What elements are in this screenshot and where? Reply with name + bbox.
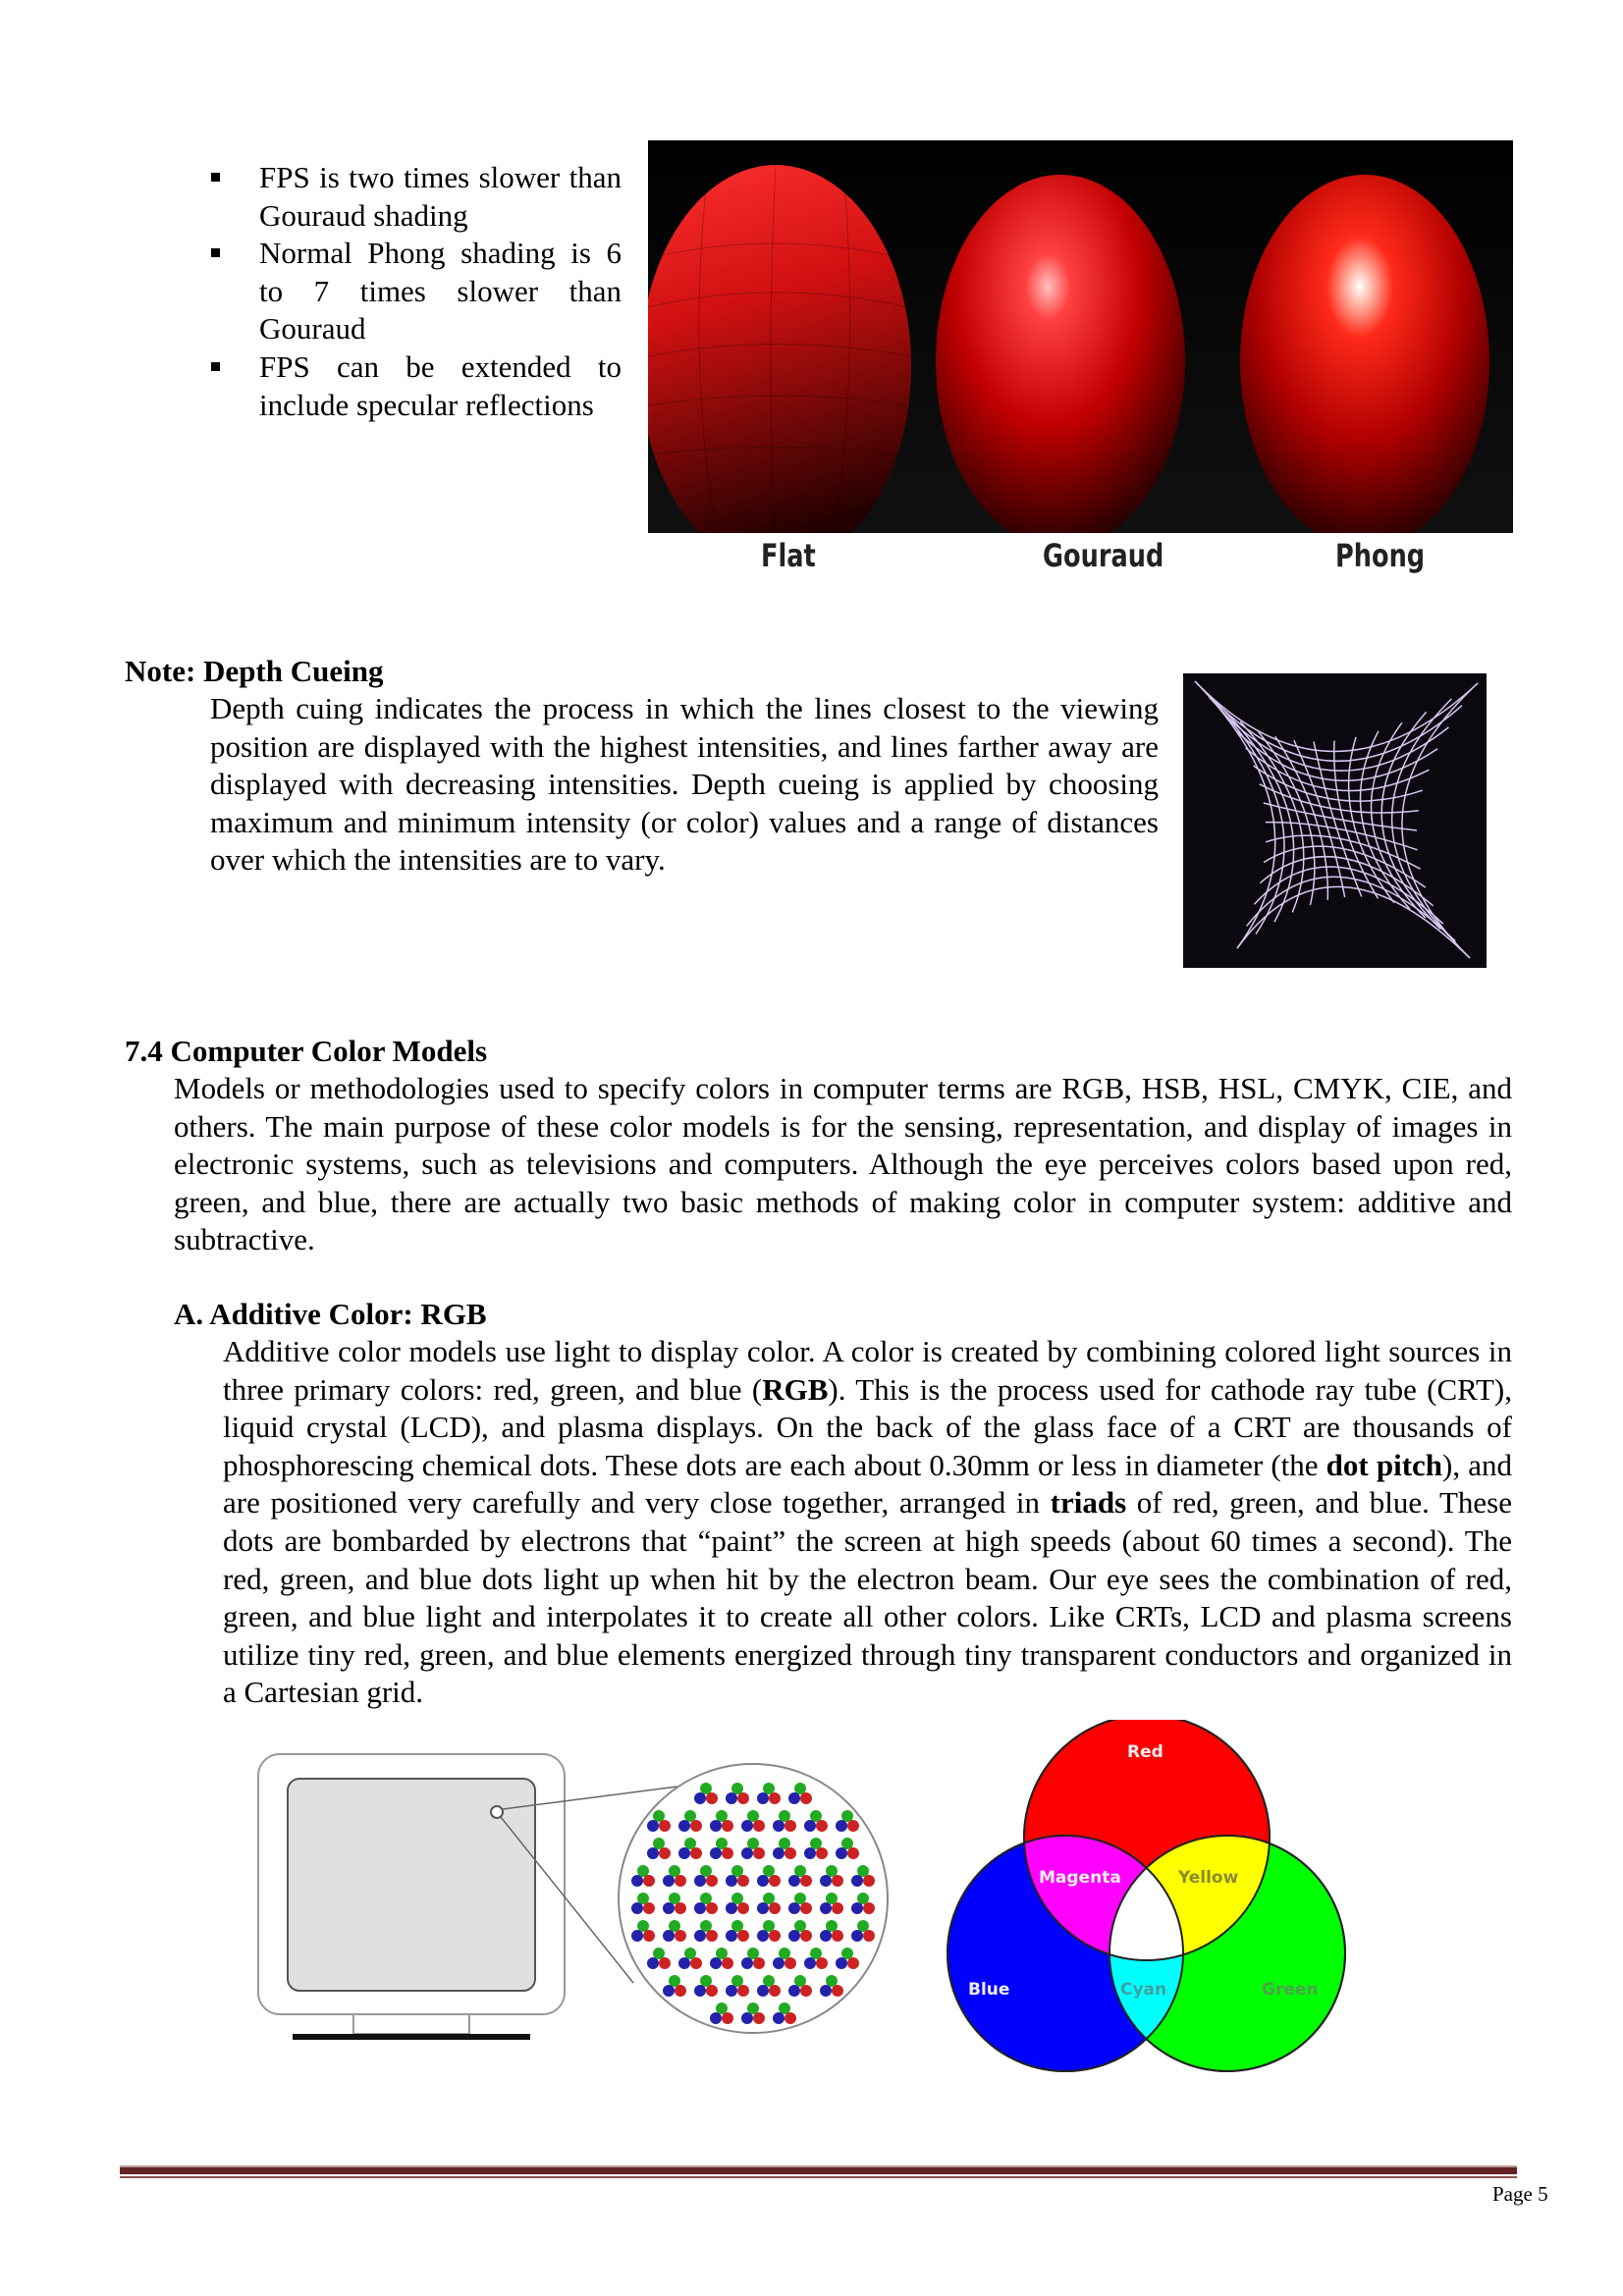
- phosphor-dot: [788, 1902, 800, 1914]
- phosphor-dot: [773, 1957, 784, 1969]
- phosphor-dot: [763, 1920, 775, 1932]
- phosphor-dot: [841, 1810, 853, 1822]
- phosphor-dot: [710, 1957, 722, 1969]
- phosphor-dot: [653, 1838, 665, 1849]
- phosphor-dot: [637, 1920, 649, 1932]
- phosphor-dot: [684, 1948, 696, 1959]
- phosphor-dot: [779, 1838, 790, 1849]
- phosphor-dot: [659, 1847, 671, 1859]
- phosphor-dot: [804, 1820, 816, 1832]
- phosphor-dot: [832, 1930, 843, 1942]
- phosphor-dot: [753, 1957, 765, 1969]
- text: ). This is the process used for cathode ray tube (CRT), liquid crystal (LCD), and plasma displays. On the back of the glass face of a CRT are thousands of phosphorescing chemical dots. These dots are each about 0.30mm or less in diameter (the: [223, 1371, 1512, 1482]
- phosphor-dot: [722, 1957, 733, 1969]
- phosphor-dot: [794, 1893, 806, 1904]
- crt-dot-triads-figure: [255, 1747, 903, 2052]
- text: of red, green, and blue. These dots are bombarded by electrons that “paint” the screen at high speeds (about 60 times a second). The red, green, and blue dots light up when hit by the electron beam. Our eye sees the combination of red, green, and blue light and interpolates it to create all other colors. Like CRTs, LCD and plasma screens utilize tiny red, green, and blue elements energized through tiny transparent conductors and organized in a Cartesian grid.: [223, 1485, 1512, 1710]
- shading-comparison-image: [648, 140, 1513, 582]
- phosphor-dot: [675, 1875, 686, 1887]
- text: Additive color models use light to display color. A color is created by combining colored light sources in three primary colors: red, green, and blue (: [223, 1334, 1512, 1407]
- phosphor-dot: [784, 1847, 796, 1859]
- phosphor-dot: [700, 1893, 712, 1904]
- phosphor-dot: [810, 1838, 822, 1849]
- phosphor-dot: [794, 1975, 806, 1987]
- phosphor-dot: [769, 1902, 781, 1914]
- gouraud-egg: [936, 175, 1185, 533]
- phosphor-dot: [836, 1847, 847, 1859]
- phosphor-dot: [779, 2002, 790, 2014]
- phosphor-dot: [753, 1847, 765, 1859]
- phosphor-dot: [769, 1792, 781, 1804]
- phosphor-dot: [663, 1985, 675, 1997]
- phosphor-dot: [700, 1920, 712, 1932]
- phosphor-dot: [706, 1985, 718, 1997]
- venn-label-red: Red: [1127, 1742, 1163, 1762]
- phosphor-dot: [794, 1920, 806, 1932]
- phosphor-dot: [847, 1957, 859, 1969]
- phosphor-dot: [851, 1875, 863, 1887]
- phosphor-dot: [784, 2012, 796, 2024]
- phosphor-dot: [836, 1957, 847, 1969]
- phosphor-dot: [820, 1902, 832, 1914]
- phosphor-dot: [637, 1865, 649, 1877]
- phosphor-dot: [678, 1820, 690, 1832]
- phosphor-dot: [769, 1875, 781, 1887]
- phosphor-dot: [784, 1820, 796, 1832]
- phosphor-dot: [810, 1810, 822, 1822]
- phosphor-dot: [706, 1875, 718, 1887]
- phosphor-dot: [788, 1792, 800, 1804]
- phosphor-dot: [832, 1902, 843, 1914]
- phosphor-dot: [769, 1930, 781, 1942]
- footer-rule: [120, 2165, 1517, 2178]
- phosphor-dot: [788, 1875, 800, 1887]
- phosphor-dot: [810, 1948, 822, 1959]
- phosphor-dot: [731, 1893, 743, 1904]
- phosphor-dot: [794, 1783, 806, 1794]
- phosphor-dot: [675, 1985, 686, 1997]
- venn-label-cyan: Cyan: [1120, 1980, 1167, 2000]
- phosphor-dot: [773, 2012, 784, 2024]
- phosphor-dot: [631, 1875, 643, 1887]
- phosphor-dot: [726, 1902, 737, 1914]
- phosphor-dot: [706, 1930, 718, 1942]
- phosphor-dot: [857, 1893, 869, 1904]
- phosphor-dot: [851, 1902, 863, 1914]
- phosphor-dot: [757, 1875, 769, 1887]
- phosphor-dot: [847, 1847, 859, 1859]
- phosphor-dot: [820, 1930, 832, 1942]
- phosphor-dot: [841, 1838, 853, 1849]
- phosphor-dot: [694, 1902, 706, 1914]
- phosphor-dot: [826, 1975, 838, 1987]
- phosphor-dot: [820, 1985, 832, 1997]
- bold-term: RGB: [762, 1371, 829, 1407]
- phosphor-dot: [722, 1847, 733, 1859]
- phosphor-dot: [773, 1820, 784, 1832]
- phosphor-dot: [694, 1875, 706, 1887]
- phosphor-dot: [741, 1957, 753, 1969]
- phosphor-dot: [726, 1930, 737, 1942]
- phosphor-dot: [804, 1957, 816, 1969]
- phosphor-dot: [663, 1875, 675, 1887]
- phosphor-dot: [690, 1847, 702, 1859]
- shading-label-gouraud: Gouraud: [1043, 537, 1164, 574]
- phosphor-dot: [647, 1820, 659, 1832]
- depth-cueing-image: [1183, 673, 1487, 968]
- phosphor-dot: [816, 1847, 828, 1859]
- page-number: Page 5: [1492, 2182, 1548, 2206]
- additive-paragraph: [223, 1333, 1512, 1712]
- phosphor-dot: [694, 1930, 706, 1942]
- section-heading-depth-cueing: Note: Depth Cueing: [125, 654, 384, 688]
- phosphor-dot: [763, 1783, 775, 1794]
- phosphor-dot: [851, 1930, 863, 1942]
- phosphor-dot: [863, 1930, 875, 1942]
- phosphor-dot: [784, 1957, 796, 1969]
- phosphor-dot: [832, 1875, 843, 1887]
- phosphor-dot: [794, 1865, 806, 1877]
- phosphor-dot: [800, 1930, 812, 1942]
- phosphor-dot: [747, 2002, 759, 2014]
- shading-bullets: [211, 159, 622, 424]
- phosphor-dot: [741, 2012, 753, 2024]
- phosphor-dot: [804, 1847, 816, 1859]
- phosphor-dot: [637, 1893, 649, 1904]
- phosphor-dot: [731, 1865, 743, 1877]
- phosphor-dot: [747, 1810, 759, 1822]
- phosphor-dot: [747, 1838, 759, 1849]
- phosphor-dot: [757, 1985, 769, 1997]
- phosphor-dot: [863, 1902, 875, 1914]
- phosphor-dot: [841, 1948, 853, 1959]
- phosphor-dot: [690, 1957, 702, 1969]
- phosphor-dot: [753, 1820, 765, 1832]
- phosphor-dot: [643, 1875, 655, 1887]
- bullet-item: FPS is two times slower than Gouraud shading: [211, 159, 622, 235]
- phosphor-dot: [669, 1920, 680, 1932]
- phosphor-dot: [653, 1948, 665, 1959]
- phong-egg: [1240, 175, 1489, 533]
- phosphor-dot: [800, 1792, 812, 1804]
- section-heading-color-models: 7.4 Computer Color Models: [125, 1034, 488, 1068]
- phosphor-dot: [800, 1902, 812, 1914]
- phosphor-dot: [710, 1820, 722, 1832]
- phosphor-dot: [857, 1865, 869, 1877]
- phosphor-dot: [779, 1948, 790, 1959]
- venn-label-yellow: Yellow: [1178, 1868, 1239, 1888]
- phosphor-dot: [653, 1810, 665, 1822]
- phosphor-dot: [678, 1847, 690, 1859]
- phosphor-dot: [726, 1875, 737, 1887]
- text: ), and are positioned very carefully and very close together, arranged in: [223, 1447, 1512, 1521]
- venn-label-green: Green: [1262, 1980, 1319, 2000]
- phosphor-dot: [647, 1957, 659, 1969]
- phosphor-dot: [647, 1847, 659, 1859]
- phosphor-dot: [763, 1975, 775, 1987]
- phosphor-dot: [731, 1975, 743, 1987]
- mesh-line: [1402, 683, 1478, 958]
- magnified-dots-circle: [619, 1764, 888, 2033]
- phosphor-dot: [832, 1985, 843, 1997]
- color-models-paragraph: Models or methodologies used to specify colors in computer terms are RGB, HSB, HSL, CMYK, CIE, and others. The main purpose of these color models is for the sensing, representation, and display of images in electronic systems, such as televisions and computers. Although the eye perceives colors based upon red, green, and blue, there are actually two basic methods of making color in computer system: additive and subtractive.: [174, 1071, 1512, 1257]
- shading-label-flat: Flat: [761, 537, 816, 574]
- rgb-venn-diagram: [941, 1720, 1353, 2073]
- phosphor-dot: [663, 1902, 675, 1914]
- phosphor-dot: [847, 1820, 859, 1832]
- venn-label-blue: Blue: [968, 1980, 1010, 2000]
- phosphor-dot: [737, 1875, 749, 1887]
- phosphor-dot: [731, 1783, 743, 1794]
- phosphor-dot: [643, 1930, 655, 1942]
- phosphor-dot: [773, 1847, 784, 1859]
- bullet-item: FPS can be extended to include specular reflections: [211, 348, 622, 424]
- phosphor-dot: [669, 1975, 680, 1987]
- phosphor-dot: [726, 1985, 737, 1997]
- phosphor-dot: [690, 1820, 702, 1832]
- phosphor-dot: [731, 1920, 743, 1932]
- phosphor-dot: [788, 1985, 800, 1997]
- phosphor-dot: [757, 1930, 769, 1942]
- bold-term: triads: [1050, 1485, 1127, 1521]
- depth-cueing-paragraph: Depth cuing indicates the process in which the lines closest to the viewing position are displayed with the highest intensities, and lines farther away are displayed with decreasing intensities. Depth cueing is applied by choosing maximum and minimum intensity (or color) values and a range of distances over which the intensities are to vary.: [210, 691, 1159, 878]
- mesh-line: [1254, 867, 1442, 924]
- section-heading-additive: A. Additive Color: RGB: [174, 1297, 487, 1331]
- phosphor-dot: [800, 1875, 812, 1887]
- phosphor-dot: [737, 1930, 749, 1942]
- phosphor-dot: [669, 1865, 680, 1877]
- phosphor-dot: [769, 1985, 781, 1997]
- phosphor-dot: [722, 1820, 733, 1832]
- phosphor-dot: [659, 1957, 671, 1969]
- phosphor-dot: [863, 1875, 875, 1887]
- phosphor-dot: [631, 1902, 643, 1914]
- bullet-item: Normal Phong shading is 6 to 7 times slower than Gouraud: [211, 235, 622, 348]
- phosphor-dot: [737, 1985, 749, 1997]
- phosphor-dot: [788, 1930, 800, 1942]
- phosphor-dot: [684, 1810, 696, 1822]
- phosphor-dot: [710, 2012, 722, 2024]
- phosphor-dot: [659, 1820, 671, 1832]
- phosphor-dot: [643, 1902, 655, 1914]
- phosphor-dot: [747, 1948, 759, 1959]
- phosphor-dot: [763, 1893, 775, 1904]
- shading-label-phong: Phong: [1335, 537, 1426, 574]
- phosphor-dot: [694, 1985, 706, 1997]
- phosphor-dot: [820, 1875, 832, 1887]
- phosphor-dot: [779, 1810, 790, 1822]
- mesh-line: [1381, 712, 1440, 929]
- phosphor-dot: [678, 1957, 690, 1969]
- phosphor-dot: [857, 1920, 869, 1932]
- phosphor-dot: [741, 1820, 753, 1832]
- phosphor-dot: [700, 1783, 712, 1794]
- bold-term: dot pitch: [1325, 1447, 1443, 1482]
- phosphor-dot: [726, 1792, 737, 1804]
- phosphor-dot: [826, 1893, 838, 1904]
- mesh-line: [1275, 736, 1328, 899]
- phosphor-dot: [716, 2002, 728, 2014]
- phosphor-dot: [737, 1902, 749, 1914]
- phosphor-dot: [737, 1792, 749, 1804]
- phosphor-dot: [684, 1838, 696, 1849]
- phosphor-dot: [700, 1975, 712, 1987]
- phosphor-dot: [663, 1930, 675, 1942]
- phosphor-dot: [816, 1957, 828, 1969]
- phosphor-dot: [757, 1902, 769, 1914]
- phosphor-dot: [694, 1792, 706, 1804]
- phosphor-dot: [716, 1838, 728, 1849]
- phosphor-dot: [816, 1820, 828, 1832]
- phosphor-dot: [826, 1920, 838, 1932]
- phosphor-dot: [757, 1792, 769, 1804]
- phosphor-dot: [706, 1792, 718, 1804]
- phosphor-dot: [716, 1810, 728, 1822]
- phosphor-dot: [800, 1985, 812, 1997]
- phosphor-dot: [753, 2012, 765, 2024]
- phosphor-dot: [669, 1893, 680, 1904]
- phosphor-dot: [741, 1847, 753, 1859]
- phosphor-dot: [706, 1902, 718, 1914]
- venn-label-magenta: Magenta: [1039, 1868, 1121, 1888]
- phosphor-dot: [763, 1865, 775, 1877]
- phosphor-dot: [826, 1865, 838, 1877]
- phosphor-dot: [631, 1930, 643, 1942]
- phosphor-dot: [675, 1902, 686, 1914]
- phosphor-dot: [722, 2012, 733, 2024]
- phosphor-dot: [836, 1820, 847, 1832]
- phosphor-dot: [710, 1847, 722, 1859]
- phosphor-dot: [675, 1930, 686, 1942]
- phosphor-dot: [700, 1865, 712, 1877]
- phosphor-dot: [716, 1948, 728, 1959]
